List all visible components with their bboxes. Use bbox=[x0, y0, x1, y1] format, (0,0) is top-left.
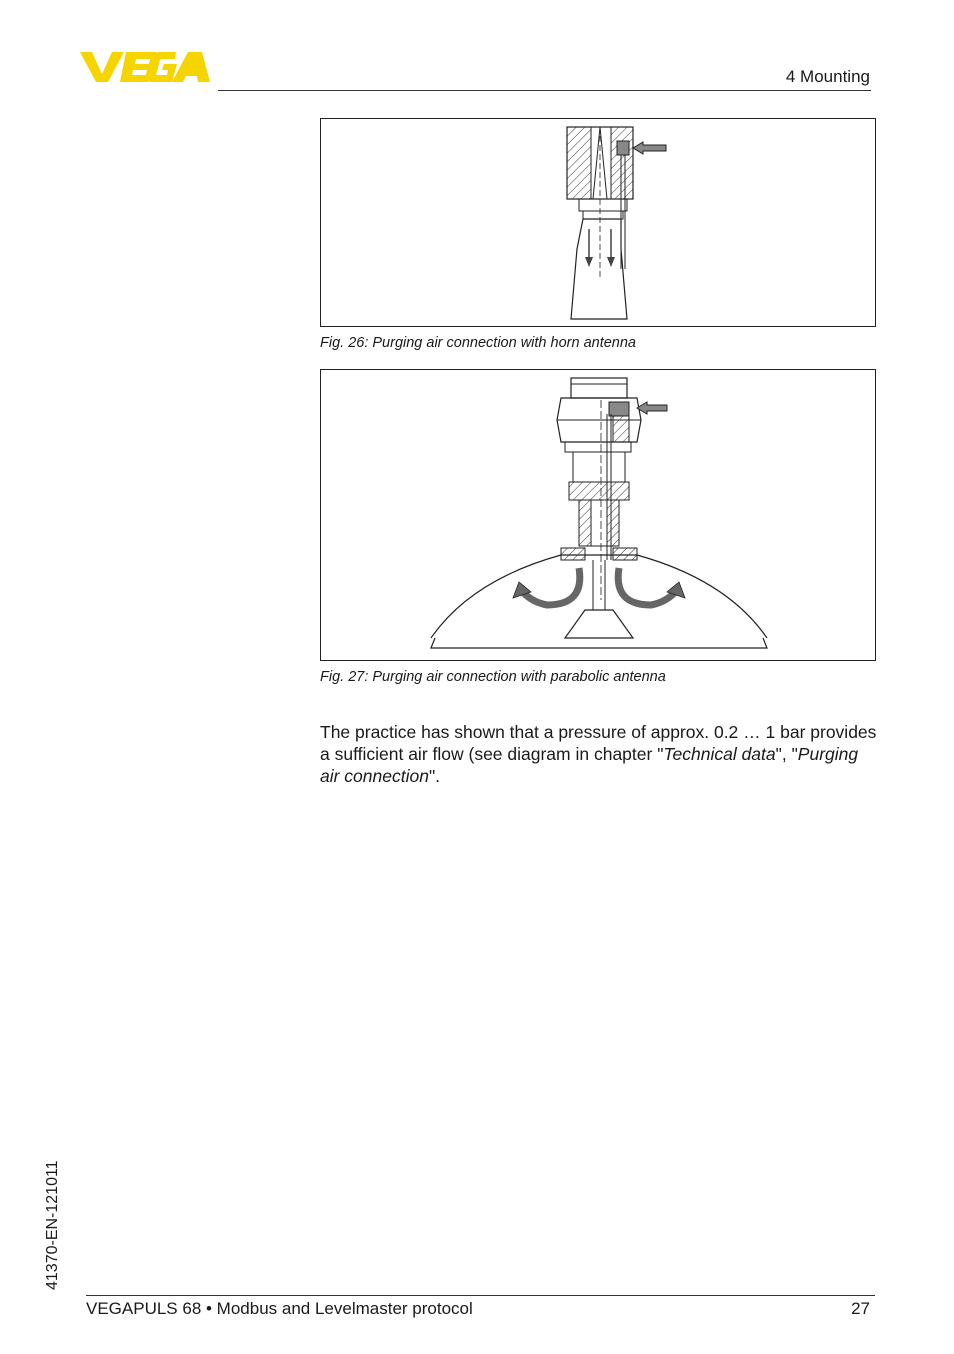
horn-antenna-drawing bbox=[321, 119, 877, 328]
footer-rule bbox=[86, 1295, 875, 1296]
figure-26-caption: Fig. 26: Purging air connection with horn antenna bbox=[320, 335, 636, 351]
parabolic-antenna-drawing bbox=[321, 370, 877, 662]
footer-product-title: VEGAPULS 68 • Modbus and Levelmaster protocol bbox=[86, 1299, 473, 1318]
figure-horn-antenna bbox=[320, 118, 876, 327]
body-text-emphasis: Technical data bbox=[663, 743, 776, 764]
body-text-segment: ". bbox=[428, 765, 441, 786]
body-text-segment: ", " bbox=[775, 743, 798, 764]
figure-parabolic-antenna bbox=[320, 369, 876, 661]
document-id: 41370-EN-121011 bbox=[44, 1160, 61, 1290]
page-number: 27 bbox=[851, 1299, 870, 1318]
body-paragraph bbox=[320, 721, 880, 787]
section-title: 4 Mounting bbox=[785, 67, 870, 86]
body-text-segment: The practice has shown that a pressure of approx. 0.2 … 1 bar provides a sufficient air flow (see diagram in chapter " bbox=[320, 721, 877, 764]
header-rule bbox=[218, 90, 871, 91]
figure-27-caption: Fig. 27: Purging air connection with parabolic antenna bbox=[320, 669, 666, 685]
vega-logo bbox=[80, 50, 212, 84]
body-text-emphasis: Purging air connection bbox=[320, 743, 859, 786]
